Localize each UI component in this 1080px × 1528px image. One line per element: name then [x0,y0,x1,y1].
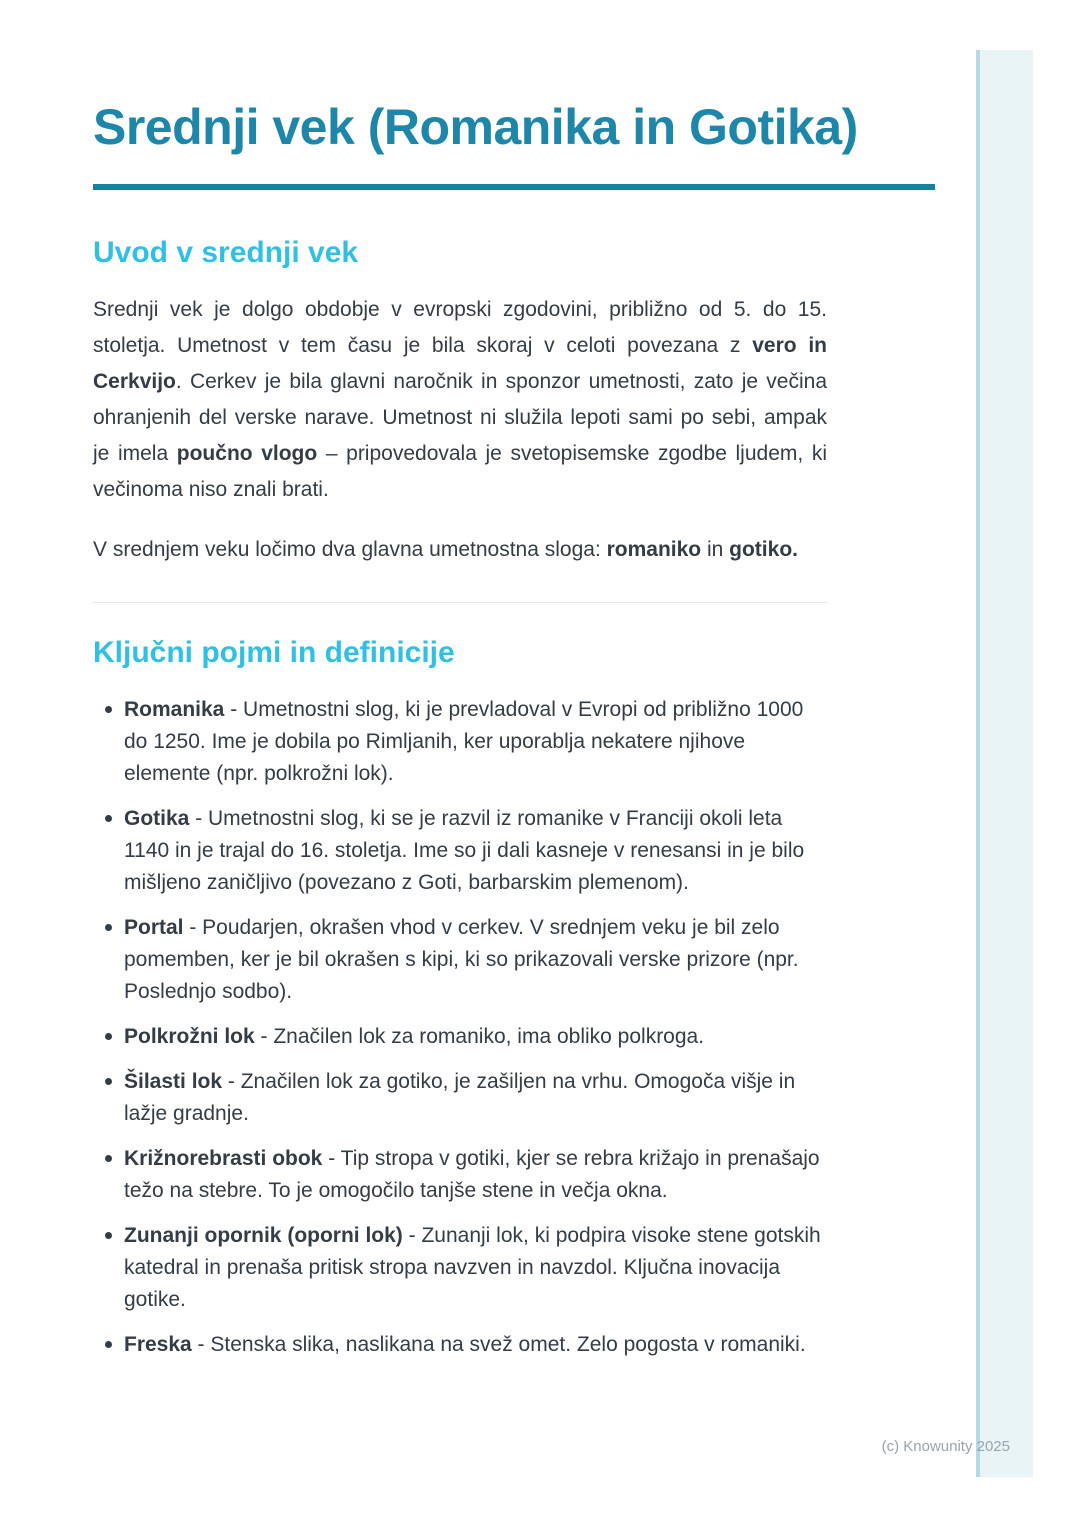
body-text: in [701,538,730,561]
term-definition: - Umetnostni slog, ki je prevladoval v Evropi od približno 1000 do 1250. Ime je dobila po Rimljanih, ker uporablja nekatere njihove elemente (npr. polkrožni lok). [124,698,804,785]
bullet-dot-icon [105,1033,112,1040]
body-text: – pripovedovala je svetopisemske zgodbe ljudem, ki večinoma niso znali brati. [93,442,827,501]
section-terms [93,636,935,1361]
term-name: Šilasti lok [124,1070,223,1093]
terms-heading: Ključni pojmi in definicije [93,636,455,669]
bold-text: gotiko. [729,538,798,561]
term-definition: - Zunanji lok, ki podpira visoke stene gotskih katedral in prenaša pritisk stropa navzven in navzdol. Ključna inovacija gotike. [124,1224,821,1311]
term-definition: - Značilen lok za romaniko, ima obliko polkroga. [254,1025,705,1048]
footer-copyright: (c) Knowunity 2025 [881,1438,1010,1455]
term-name: Zunanji opornik (oporni lok) [124,1224,403,1247]
term-name: Gotika [124,807,190,830]
body-text: Srednji vek je dolgo obdobje v evropski zgodovini, približno od 5. do 15. stoletja. Umetnost v tem času je bila skoraj v celoti povezana z [93,298,827,357]
intro-paragraphs [93,292,827,568]
term-item [93,694,827,790]
intro-heading: Uvod v srednji vek [93,236,359,269]
body-text: V srednjem veku ločimo dva glavna umetnostna sloga: [93,538,607,561]
term-item [93,1143,827,1207]
section-divider [93,602,827,603]
term-definition: - Tip stropa v gotiki, kjer se rebra križajo in prenašajo težo na stebre. To je omogočilo tanjše stene in večja okna. [124,1147,820,1202]
bullet-dot-icon [105,706,112,713]
term-name: Križnorebrasti obok [124,1147,323,1170]
right-stripe [976,50,1033,1477]
term-item [93,1021,827,1053]
term-definition: - Umetnostni slog, ki se je razvil iz romanike v Franciji okoli leta 1140 in je trajal do 16. stoletja. Ime so ji dali kasneje v renesansi in je bilo mišljeno zaničljivo (povezano z Goti, barbarskim plemenom). [124,807,805,894]
intro-paragraph [93,292,827,508]
term-item [93,803,827,899]
page-title: Srednji vek (Romanika in Gotika) [93,99,858,155]
term-name: Portal [124,916,184,939]
term-name: Freska [124,1333,192,1356]
term-item [93,1066,827,1130]
bullet-dot-icon [105,815,112,822]
bold-text: poučno vlogo [176,442,318,465]
bullet-dot-icon [105,924,112,931]
bullet-dot-icon [105,1078,112,1085]
terms-list [93,694,827,1361]
intro-paragraph [93,532,827,568]
bold-text: vero in Cerkvijo [93,334,827,393]
bullet-dot-icon [105,1232,112,1239]
term-item [93,1329,827,1361]
body-text: . Cerkev je bila glavni naročnik in sponzor umetnosti, zato je večina ohranjenih del verske narave. Umetnost ni služila lepoti sami po sebi, ampak je imela [93,370,827,465]
section-intro [93,236,935,568]
term-name: Polkrožni lok [124,1025,255,1048]
bold-text: romaniko [606,538,702,561]
term-definition: - Poudarjen, okrašen vhod v cerkev. V srednjem veku je bil zelo pomemben, ker je bil okrašen s kipi, ki so prikazovali verske prizore (npr. Poslednjo sodbo). [124,916,799,1003]
bullet-dot-icon [105,1341,112,1348]
term-definition: - Stenska slika, naslikana na svež omet. Zelo pogosta v romaniki. [191,1333,806,1356]
term-item [93,912,827,1008]
term-name: Romanika [124,698,225,721]
term-definition: - Značilen lok za gotiko, je zašiljen na vrhu. Omogoča višje in lažje gradnje. [124,1070,796,1125]
bullet-dot-icon [105,1155,112,1162]
term-item [93,1220,827,1316]
title-underline [93,184,935,190]
